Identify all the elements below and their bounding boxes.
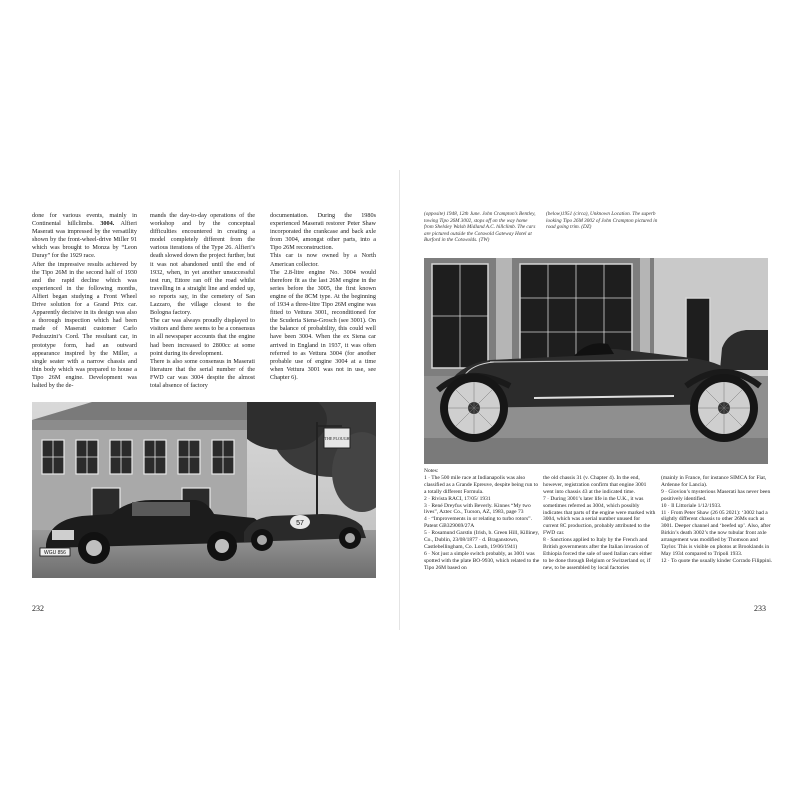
note-12: 12 · To quote the usually kinder Corrado Filippini.: [661, 557, 773, 564]
notes-column-2: [543, 475, 657, 599]
caption-below-text: (below)1951 (circa), Unknown Location. The superb looking Tipo 26M 3002 of John Crampton pictured in road going trim. (DZ): [546, 211, 658, 231]
note-4: 4 · “Improvements in or relating to turbo rotors”. Patent GB329069/27A: [424, 516, 532, 530]
caption-opposite: [424, 211, 538, 257]
left-text-column-1: [32, 212, 137, 398]
caption-opposite-text: (opposite) 1948, 12th June. John Crampton’s Bentley, towing Tipo 26M 3002, stops off on the way home from Shelsley Walsh Midland A.C. hillclimb. The cars are pictured outside the Cotswold Gateway Hotel at Burford in the Cotswolds. (TW): [424, 211, 536, 244]
photo-sign-text: THE PLOUGH: [324, 436, 350, 441]
caption-below: [546, 211, 658, 257]
note-9: 9 · Giovion’s mysterious Maserati has never been positively identified.: [661, 488, 771, 502]
notes-column-3: [661, 475, 773, 599]
notes-title: Notes:: [424, 468, 439, 474]
col1-para-1: done for various events, mainly in Continental hillclimbs.: [32, 212, 137, 228]
note-8-cont: (mainly in France, for instance SIMCA for Fiat, Ardenne for Lancia).: [661, 475, 767, 488]
note-3: 3 · René Dreyfus with Beverly. Kinnes “My two lives”, Aztec Co., Tucson, AZ, 1983, page 73: [424, 502, 531, 516]
col1-para-3: After the impressive results achieved by the Tipo 26M in the second half of 1930 and the rapid decline which was experienced in the following months, Alfieri began studying a Front Wheel Drive solution for a Grand Prix car. Apparently decisive in its design was also a thorough inspection which had been made of Maserati customer Carlo Pedrazzini’s Cord. The resultant car, in prototype form, had an outward appearance inspired by the Miller, a single seater with a narrow chassis and thin body which was prepared to house a Tipo 26M engine. Development was halted by the de-: [32, 260, 137, 389]
page-gutter: [399, 170, 400, 630]
photo-cars-outside-hotel-image: [32, 402, 376, 578]
notes-column-1: [424, 468, 540, 598]
left-text-column-3: [270, 212, 376, 398]
photo-tipo-26m-3002: [424, 258, 768, 464]
note-11: 11 · From Peter Shaw (26 05 2021): ‘3002 had a slightly different chassis to other 26Ms such as 3001. Deeper channel and ‘beefed up’. Also, after Birkin’s death 3002’s the now tubular front axle arrangement was modified by Thomson and Taylor. This is visible on photos at Brooklands in May 1934 compared to Tripoli 1933.: [661, 509, 771, 557]
col3-para-3: The 2.8-litre engine No. 3004 would therefore fit as the last 26M engine in the series before the 3005, the first known engine of the 8CM type. At the beginning of 1934 a three-litre Tipo 26M engine was fitted to Vettura 3001, reconditioned for the Scuderia Siena-Grosch (see 3001). On the balance of probability, this could well have been 3004. When the ex Siena car arrived in England in 1937, it was often referred to as Vettura 3004 (for another probable use of engine 3004 at a time when Vettura 3001 was not in use, see Chapter 6).: [270, 268, 376, 381]
note-1: 1 · The 500 mile race at Indianapolis was also classified as a Grande Epreuve, despite being run to a totally different Formula.: [424, 474, 539, 495]
col2-para-3: There is also some consensus in Maserati literature that the serial number of the FWD car was 3004 despite the almost total absence of factory: [150, 357, 255, 389]
note-6: 6 · Not just a simple switch probably, as 3001 was spotted with the plate BO-9930, which related to the Tipo 26M based on: [424, 550, 540, 571]
photo-plate-text: WGU 856: [44, 550, 66, 556]
col2-para-2: The car was always proudly displayed to visitors and there seems to be a consensus in all newspaper accounts that the engine had been increased to 2800cc at some point during its development.: [150, 317, 255, 357]
col3-para-2: This car is now owned by a North American collector.: [270, 252, 376, 268]
photo-race-number: 57: [296, 520, 304, 527]
note-7: 7 · During 3001’s later life in the U.K., it was sometimes referred as 3004, which possibly indicates that parts of the engine were marked with 3004, which was a serial number unused for current 8C production, probably attributed to the FWD car.: [543, 495, 656, 537]
note-8: 8 · Sanctions applied to Italy by the French and British governments after the Italian invasion of Ethiopia forced the sale of used Italian cars either to be done through Belgium or Switzerland or, if new, to be assembled by local factories: [543, 537, 653, 571]
note-5: 5 · Rosamund Garstin (Irish, b. Green Hill, Killiney, Co., Dublin, 23/08/1877 · d. Braganstown, Castlebellingham, Co. Louth, 19/06/1941): [424, 530, 540, 550]
col1-chassis-3004: 3004.: [100, 220, 115, 228]
photo-tipo-26m-image: [424, 258, 768, 464]
note-6-cont: the old chassis 31 (v. Chapter 4). In the end, however, registration confirm that engine 3001 went into chassis 43 at the indicated time.: [543, 475, 647, 495]
col3-para-1: documentation. During the 1980s experienced Maserati restorer Peter Shaw incorporated the crankcase and back axle from 3004, amongst other parts, into a Tipo 26M reconstruction.: [270, 212, 376, 252]
left-page-number: 232: [32, 604, 44, 613]
left-text-column-2: [150, 212, 255, 398]
right-page-number: 233: [754, 604, 766, 613]
col2-para-1: mands the day-to-day operations of the workshop and by the conceptual difficulties encountered in creating a model completely different from the various iterations of the Type 26. Alfieri’s death slowed down the project further, but it was not abandoned until the end of 1932, when, in yet another unsuccessful test run, Ettore ran off the road whilst travelling in a straight line and ended up, so reports say, in the cemetery of San Lazzaro, the village closest to the Bologna factory.: [150, 212, 255, 317]
note-2: 2 · Rivista RACI, 17/05/ 1931: [424, 495, 491, 502]
note-10: 10 · Il Littoriale 1/12/1933.: [661, 502, 722, 509]
photo-cars-outside-hotel: [32, 402, 376, 578]
col1-para-2: Alfieri Maserati was impressed by the versatility shown by the front-wheel-drive Miller 91 which was brought to Monza by “Leon Duray” for the 1929 race.: [32, 220, 137, 260]
